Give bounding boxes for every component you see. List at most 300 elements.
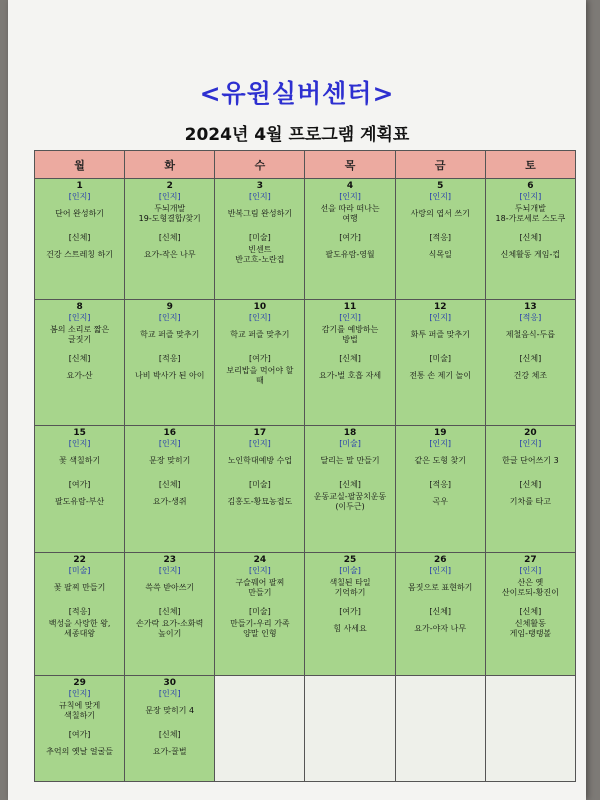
activity-2-text <box>514 371 547 381</box>
week-row <box>35 553 576 676</box>
day-number: 18 <box>343 428 357 438</box>
activity-line: 선을 따라 떠나는 <box>320 203 380 213</box>
activity-2 <box>216 243 303 266</box>
category-label: [신체] <box>158 233 181 242</box>
weekday-tue: 화 <box>125 151 215 179</box>
week-row <box>35 426 576 553</box>
spacer <box>36 346 123 354</box>
activity-2-text <box>135 371 204 381</box>
activity-1 <box>36 576 123 599</box>
activity-2-text <box>153 747 187 757</box>
day-cell <box>35 553 125 676</box>
activity-1 <box>487 323 574 346</box>
day-number: 29 <box>73 678 86 688</box>
day-number: 3 <box>256 181 264 191</box>
activity-line: 산은 옛 <box>517 577 544 587</box>
category-label: [신체] <box>519 354 542 363</box>
day-number: 30 <box>163 678 176 688</box>
day-number: 4 <box>346 181 354 191</box>
activity-line: 제철음식-두릅 <box>505 329 556 339</box>
center-title: <유원실버센터> <box>199 79 395 108</box>
week-row <box>35 179 576 300</box>
activity-line: 기억하기 <box>334 587 366 597</box>
day-number: 25 <box>343 555 357 565</box>
weekday-thu: 목 <box>305 151 395 179</box>
day-number: 24 <box>253 555 267 565</box>
activity-1-text <box>59 701 100 721</box>
category-label: [미술] <box>429 354 452 363</box>
activity-1 <box>216 576 303 599</box>
activity-1-text <box>59 456 100 466</box>
day-cell <box>395 426 485 553</box>
category-label: [인지] <box>339 192 361 201</box>
category-label: [신체] <box>68 233 91 242</box>
activity-line: 방법 <box>342 334 358 344</box>
spacer <box>36 599 123 607</box>
day-number: 15 <box>73 428 86 438</box>
activity-2 <box>126 364 213 387</box>
activity-2 <box>397 490 484 513</box>
activity-2-text <box>49 619 111 639</box>
activity-1-text <box>329 578 370 598</box>
activity-1-text <box>502 578 559 598</box>
activity-2-text <box>144 250 196 260</box>
spacer <box>216 472 303 480</box>
day-number: 13 <box>524 302 537 312</box>
day-number: 12 <box>433 302 447 312</box>
activity-1-text <box>320 204 379 224</box>
activity-2 <box>397 364 484 387</box>
weekday-mon: 월 <box>35 151 125 179</box>
weekday-wed: 수 <box>215 151 305 179</box>
category-label: [적응] <box>158 354 181 363</box>
category-label: [여가] <box>68 480 91 489</box>
activity-line: 만들기-우리 가족 <box>230 618 290 628</box>
spacer <box>216 599 303 607</box>
spacer <box>487 225 574 233</box>
spacer <box>126 722 213 730</box>
spacer <box>36 225 123 233</box>
category-label: [인지] <box>158 192 181 201</box>
activity-2 <box>487 490 574 513</box>
activity-line: 세종대왕 <box>64 628 96 638</box>
category-label: [인지] <box>339 313 361 322</box>
activity-2 <box>397 243 484 266</box>
category-label: [신체] <box>158 480 181 489</box>
day-cell <box>125 676 215 782</box>
category-label: [신체] <box>158 607 181 616</box>
activity-line: 요가-야자 나무 <box>414 623 467 633</box>
category-label: [신체] <box>68 354 91 363</box>
day-number: 19 <box>433 428 447 438</box>
day-number: 1 <box>76 181 83 191</box>
activity-2 <box>306 490 393 513</box>
activity-1-text <box>50 325 109 345</box>
activity-1 <box>36 323 123 346</box>
category-label: [인지] <box>429 192 452 201</box>
activity-2 <box>36 243 123 266</box>
activity-line: 요가-산 <box>66 370 93 380</box>
activity-1 <box>306 449 393 472</box>
day-cell <box>395 179 485 300</box>
category-label: [신체] <box>339 354 361 363</box>
activity-2-text <box>510 619 552 639</box>
activity-line: 여행 <box>342 213 358 223</box>
empty-day-cell <box>215 676 305 782</box>
activity-line: 몸짓으로 표현하기 <box>408 582 473 592</box>
activity-2 <box>487 243 574 266</box>
category-label: [미술] <box>249 607 271 616</box>
spacer <box>487 346 574 354</box>
category-label: [인지] <box>68 313 91 322</box>
day-number: 9 <box>166 302 173 312</box>
spacer <box>306 225 393 233</box>
activity-1 <box>216 449 303 472</box>
activity-line: 두뇌개발 <box>154 203 186 213</box>
category-label: [인지] <box>519 566 542 575</box>
day-cell <box>125 426 215 553</box>
category-label: [인지] <box>68 192 91 201</box>
activity-line: 요가-작은 나무 <box>143 249 196 259</box>
activity-line: 색칠된 타일 <box>329 577 371 587</box>
category-label: [신체] <box>429 607 452 616</box>
activity-2 <box>36 617 123 640</box>
activity-2-text <box>409 371 471 381</box>
category-label: [신체] <box>519 607 542 616</box>
activity-2-text <box>325 250 374 260</box>
activity-1 <box>126 449 213 472</box>
day-number: 8 <box>76 302 83 312</box>
activity-1 <box>36 449 123 472</box>
category-label: [인지] <box>519 439 542 448</box>
activity-line: 요가-생쥐 <box>152 496 187 506</box>
spacer <box>216 346 303 354</box>
activity-1 <box>397 323 484 346</box>
spacer <box>397 225 484 233</box>
activity-2 <box>487 364 574 387</box>
category-label: [인지] <box>249 439 271 448</box>
activity-1-text <box>496 204 566 224</box>
activity-line: 달리는 말 만들기 <box>320 455 380 465</box>
activity-2-text <box>55 497 104 507</box>
activity-2-text <box>230 619 290 639</box>
activity-2 <box>306 364 393 387</box>
activity-line: 만들기 <box>248 587 272 597</box>
activity-1-text <box>145 706 194 716</box>
activity-line: 신체활동 게임-컵 <box>500 249 561 259</box>
week-row <box>35 676 576 782</box>
activity-2-text <box>46 747 113 757</box>
activity-line: 글짓기 <box>67 334 92 344</box>
spacer <box>306 346 393 354</box>
activity-line: 팔도유람-부산 <box>54 496 105 506</box>
activity-line: 쓱쓱 받아쓰기 <box>145 582 195 592</box>
spacer <box>126 599 213 607</box>
activity-1-text <box>228 209 292 219</box>
activity-line: 산이로되-황진이 <box>501 587 559 597</box>
day-number: 26 <box>433 555 447 565</box>
category-label: [인지] <box>249 192 271 201</box>
activity-2 <box>126 740 213 763</box>
activity-1 <box>126 699 213 722</box>
day-number: 10 <box>253 302 267 312</box>
activity-2 <box>216 617 303 640</box>
activity-line: 감기를 예방하는 <box>321 324 379 334</box>
activity-1 <box>306 202 393 225</box>
weekday-sat: 토 <box>485 151 575 179</box>
activity-line: 팔도유람-영월 <box>325 249 375 259</box>
activity-2 <box>216 490 303 513</box>
activity-line: 같은 도형 찾기 <box>414 455 466 465</box>
activity-line: 문장 맞히기 <box>149 455 191 465</box>
category-label: [적응] <box>68 607 91 616</box>
spacer <box>126 346 213 354</box>
activity-line: 때 <box>256 375 264 385</box>
category-label: [미술] <box>339 439 361 448</box>
activity-line: 건강 체조 <box>513 370 548 380</box>
day-cell <box>215 553 305 676</box>
category-label: [신체] <box>519 480 542 489</box>
spacer <box>36 722 123 730</box>
activity-line: 게임-탱탱볼 <box>509 628 552 638</box>
activity-1-text <box>139 204 201 224</box>
activity-1-text <box>149 456 190 466</box>
day-cell <box>125 553 215 676</box>
activity-1 <box>306 323 393 346</box>
category-label: [미술] <box>249 233 271 242</box>
activity-1 <box>397 449 484 472</box>
activity-2-text <box>414 624 466 634</box>
day-cell <box>305 300 395 426</box>
spacer <box>126 472 213 480</box>
activity-2-text <box>228 497 293 507</box>
activity-2 <box>216 364 303 387</box>
activity-line: 힘 사세요 <box>333 623 367 633</box>
day-number: 2 <box>166 181 173 191</box>
activity-line: 색칠하기 <box>64 710 96 720</box>
activity-1-text <box>55 209 104 219</box>
week-row <box>35 300 576 426</box>
activity-2 <box>306 617 393 640</box>
activity-line: 노인학대예방 수업 <box>227 455 293 465</box>
activity-2 <box>126 243 213 266</box>
activity-line: 손가락 요가-소화력 <box>136 618 204 628</box>
activity-2-text <box>235 245 284 265</box>
empty-day-cell <box>395 676 485 782</box>
activity-1 <box>397 202 484 225</box>
activity-line: 문장 맞히기 4 <box>145 705 195 715</box>
day-number: 6 <box>527 181 534 191</box>
empty-day-cell <box>305 676 395 782</box>
activity-1-text <box>230 330 289 340</box>
category-label: [여가] <box>68 730 91 739</box>
activity-line: 전통 손 제기 놀이 <box>409 370 472 380</box>
activity-1-text <box>502 456 559 466</box>
day-cell <box>35 179 125 300</box>
day-number: 5 <box>437 181 444 191</box>
activity-line: 단어 완성하기 <box>55 208 105 218</box>
activity-2 <box>306 243 393 266</box>
activity-line: 기차를 타고 <box>509 496 551 506</box>
empty-day-cell <box>485 676 575 782</box>
activity-line: 추억의 옛날 얼굴들 <box>46 746 114 756</box>
category-label: [신체] <box>339 480 361 489</box>
activity-2 <box>36 364 123 387</box>
activity-line: 학교 퍼즐 맞추기 <box>230 329 290 339</box>
activity-line: 요가-벌 호흡 자세 <box>319 370 382 380</box>
day-cell <box>125 179 215 300</box>
activity-2-text <box>153 497 187 507</box>
weekday-fri: 금 <box>395 151 485 179</box>
spacer <box>487 599 574 607</box>
activity-line: 빈센트 <box>248 244 272 254</box>
activity-1-text <box>140 330 199 340</box>
day-cell <box>305 426 395 553</box>
day-number: 20 <box>524 428 537 438</box>
day-cell <box>485 553 575 676</box>
category-label: [인지] <box>429 313 452 322</box>
activity-1-text <box>506 330 555 340</box>
spacer <box>397 599 484 607</box>
category-label: [미술] <box>339 566 361 575</box>
day-cell <box>215 300 305 426</box>
activity-line: 19-도형결합/찾기 <box>138 213 201 223</box>
category-label: [인지] <box>429 439 452 448</box>
activity-line: 신체활동 <box>514 618 546 628</box>
activity-line: 양말 인형 <box>243 628 277 638</box>
activity-1 <box>306 576 393 599</box>
activity-1 <box>36 202 123 225</box>
day-cell <box>305 179 395 300</box>
day-number: 22 <box>73 555 86 565</box>
category-label: [적응] <box>429 233 452 242</box>
activity-2 <box>126 617 213 640</box>
spacer <box>216 225 303 233</box>
activity-line: 식목일 <box>428 249 452 259</box>
category-label: [인지] <box>249 313 271 322</box>
category-label: [적응] <box>429 480 452 489</box>
activity-1-text <box>54 583 105 593</box>
activity-2-text <box>432 497 447 507</box>
activity-1-text <box>408 583 472 593</box>
activity-1 <box>126 202 213 225</box>
activity-1 <box>487 449 574 472</box>
activity-1-text <box>411 209 470 219</box>
activity-1-text <box>145 583 194 593</box>
activity-1-text <box>414 456 465 466</box>
day-cell <box>485 426 575 553</box>
spacer <box>487 472 574 480</box>
activity-2-text <box>429 250 452 260</box>
activity-2 <box>36 740 123 763</box>
category-label: [인지] <box>519 192 542 201</box>
activity-1-text <box>320 456 379 466</box>
category-label: [인지] <box>158 313 181 322</box>
category-label: [인지] <box>158 439 181 448</box>
category-label: [미술] <box>249 480 271 489</box>
spacer <box>397 472 484 480</box>
activity-1 <box>216 202 303 225</box>
category-label: [미술] <box>68 566 91 575</box>
day-cell <box>215 179 305 300</box>
activity-line: 건강 스트레칭 하기 <box>46 249 114 259</box>
activity-1-text <box>322 325 379 345</box>
category-label: [인지] <box>429 566 452 575</box>
day-cell <box>305 553 395 676</box>
activity-line: 사랑의 엽서 쓰기 <box>410 208 470 218</box>
spacer <box>36 472 123 480</box>
weekday-header-row <box>35 151 576 179</box>
paper-sheet <box>8 0 586 800</box>
day-cell <box>485 179 575 300</box>
activity-2-text <box>226 366 293 386</box>
activity-1 <box>126 323 213 346</box>
activity-line: 규칙에 맞게 <box>58 700 101 710</box>
activity-1 <box>487 202 574 225</box>
day-cell <box>215 426 305 553</box>
activity-line: 구슬꿰어 팔찌 <box>235 577 285 587</box>
day-number: 27 <box>524 555 537 565</box>
activity-2-text <box>501 250 561 260</box>
activity-2-text <box>333 624 366 634</box>
activity-1 <box>36 699 123 722</box>
program-calendar <box>34 150 576 782</box>
day-number: 16 <box>163 428 176 438</box>
activity-1 <box>216 323 303 346</box>
activity-2-text <box>319 371 381 381</box>
activity-2-text <box>136 619 203 639</box>
activity-line: 두뇌개발 <box>514 203 546 213</box>
activity-line: 김홍도-황묘농접도 <box>227 496 293 506</box>
activity-line: (이두근) <box>335 501 365 511</box>
activity-line: 꽃 색칠하기 <box>58 455 101 465</box>
activity-line: 한글 단어쓰기 3 <box>502 455 559 465</box>
plan-title: 2024년 4월 프로그램 계획표 <box>184 125 410 145</box>
activity-1-text <box>228 456 292 466</box>
activity-line: 나비 박사가 된 아이 <box>135 370 205 380</box>
activity-line: 꽃 팔찌 만들기 <box>53 582 106 592</box>
activity-line: 반복그림 완성하기 <box>227 208 293 218</box>
category-label: [인지] <box>249 566 271 575</box>
day-cell <box>395 553 485 676</box>
category-label: [여가] <box>249 354 271 363</box>
activity-2 <box>487 617 574 640</box>
activity-line: 요가-꿀벌 <box>152 746 187 756</box>
activity-2 <box>36 490 123 513</box>
activity-1 <box>126 576 213 599</box>
day-number: 23 <box>163 555 176 565</box>
day-cell <box>395 300 485 426</box>
activity-2-text <box>67 371 93 381</box>
activity-2-text <box>510 497 551 507</box>
day-cell <box>125 300 215 426</box>
category-label: [신체] <box>158 730 181 739</box>
activity-line: 운동교실-팔꿈치운동 <box>313 491 387 501</box>
day-cell <box>485 300 575 426</box>
category-label: [여가] <box>339 607 361 616</box>
activity-line: 학교 퍼즐 맞추기 <box>140 329 200 339</box>
category-label: [적응] <box>519 313 542 322</box>
category-label: [인지] <box>158 566 181 575</box>
day-cell <box>35 300 125 426</box>
activity-1 <box>487 576 574 599</box>
activity-line: 높이기 <box>158 628 182 638</box>
category-label: [인지] <box>68 439 91 448</box>
category-label: [인지] <box>68 689 91 698</box>
spacer <box>397 346 484 354</box>
calendar-body <box>35 179 576 782</box>
activity-line: 백성을 사랑한 왕, <box>48 618 111 628</box>
